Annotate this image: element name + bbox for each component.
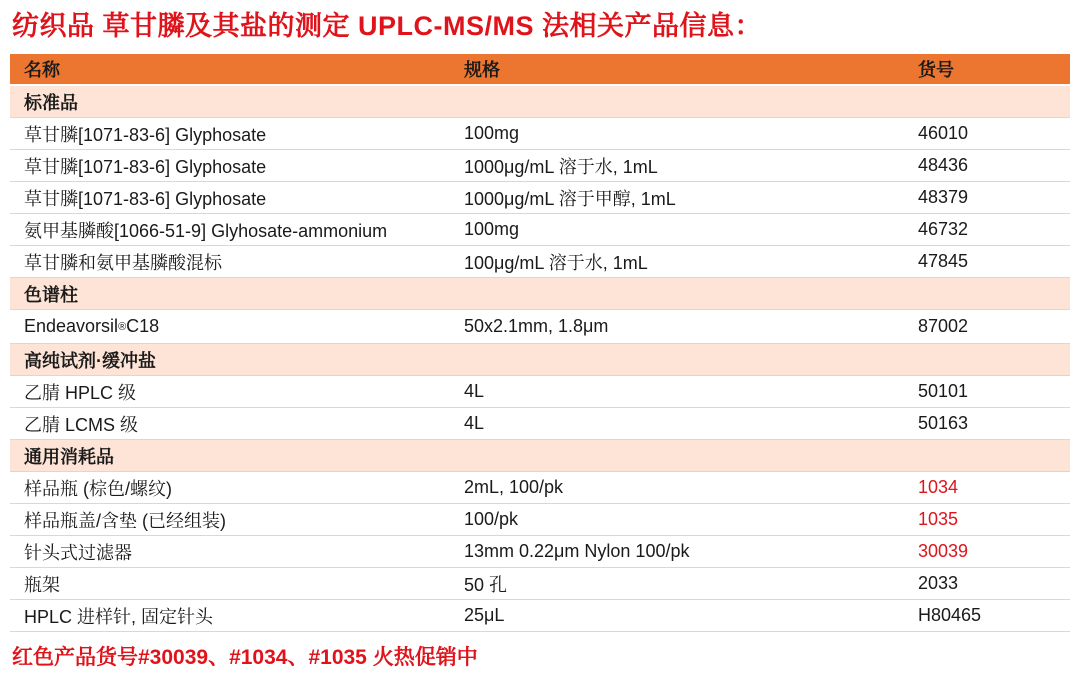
table-row [10,536,1070,568]
product-name: 乙腈 HPLC 级 [24,382,137,403]
product-spec: 1000μg/mL 溶于水, 1mL [464,156,658,177]
table-row [10,504,1070,536]
promo-note: 红色产品货号#30039、#1034、#1035 火热促销中 [12,646,478,669]
product-code: 50163 [918,413,969,433]
product-name-cell [24,504,226,535]
product-code: 30039 [918,541,969,561]
product-name: 草甘膦和氨甲基膦酸混标 [24,252,222,273]
table-row [10,118,1070,150]
product-name: HPLC 进样针, 固定针头 [24,606,214,627]
product-name-cell [24,118,266,149]
product-code: 2033 [918,573,959,593]
table-row [10,600,1070,632]
header-name: 名称 [24,60,60,80]
section-label: 通用消耗品 [24,446,114,467]
table-row [10,408,1070,440]
section-row [10,86,1070,118]
table-row [10,246,1070,278]
product-spec: 4L [464,413,485,433]
product-spec: 2mL, 100/pk [464,477,564,497]
product-name: 瓶架 [24,574,60,595]
page-title: 纺织品 草甘膦及其盐的测定 UPLC-MS/MS 法相关产品信息： [12,11,762,41]
table-row [10,150,1070,182]
table-row [10,182,1070,214]
table-row [10,310,1070,344]
table-header-row [10,54,1070,86]
product-spec: 100/pk [464,509,519,529]
product-name-cell [24,536,132,567]
product-spec: 13mm 0.22μm Nylon 100/pk [464,541,690,561]
section-label: 色谱柱 [24,284,78,305]
product-code: 48379 [918,187,969,207]
header-code: 货号 [918,60,954,80]
product-name-cell [24,246,222,277]
product-name-suffix: C18 [126,316,160,336]
product-name-cell [24,182,266,213]
section-row [10,440,1070,472]
product-name: 乙腈 LCMS 级 [24,414,139,435]
product-spec: 50 孔 [464,574,508,595]
product-name: 草甘膦[1071-83-6] Glyphosate [24,124,267,145]
product-spec: 4L [464,381,485,401]
product-spec: 100μg/mL 溶于水, 1mL [464,252,648,273]
section-label: 高纯试剂·缓冲盐 [24,350,156,371]
table-row [10,376,1070,408]
product-name-cell [24,568,60,599]
section-row [10,344,1070,376]
product-code: 1034 [918,477,959,497]
product-spec: 1000μg/mL 溶于甲醇, 1mL [464,188,676,209]
table-row [10,568,1070,600]
product-name-cell [24,150,266,181]
header-spec: 规格 [464,60,500,80]
product-code: 1035 [918,509,959,529]
table-row [10,214,1070,246]
product-code: 87002 [918,316,969,336]
product-name: 草甘膦[1071-83-6] Glyphosate [24,156,267,177]
product-code: 48436 [918,155,969,175]
product-name: 草甘膦[1071-83-6] Glyphosate [24,188,267,209]
product-name: 样品瓶盖/含垫 (已经组装) [24,510,226,531]
product-code: H80465 [918,605,982,625]
product-name: 氨甲基膦酸[1066-51-9] Glyhosate-ammonium [24,220,388,241]
product-code: 47845 [918,251,969,271]
section-label: 标准品 [24,92,78,113]
table-body [10,86,1070,632]
product-code: 50101 [918,381,969,401]
product-table [10,54,1070,632]
product-name-cell [24,214,387,245]
product-name-cell [24,376,136,407]
product-name-cell [24,600,213,631]
product-code: 46010 [918,123,969,143]
product-name-cell [24,408,138,439]
product-name-cell [24,472,172,503]
product-spec: 100mg [464,123,520,143]
product-name-cell: Endeavorsil ® C18 [24,316,160,336]
table-row [10,472,1070,504]
product-spec: 50x2.1mm, 1.8μm [464,316,609,336]
product-name: 样品瓶 (棕色/螺纹) [24,478,172,499]
section-row [10,278,1070,310]
product-spec: 25μL [464,605,505,625]
product-name: Endeavorsil [24,316,119,336]
product-code: 46732 [918,219,969,239]
product-spec: 100mg [464,219,520,239]
product-name: 针头式过滤器 [24,542,132,563]
